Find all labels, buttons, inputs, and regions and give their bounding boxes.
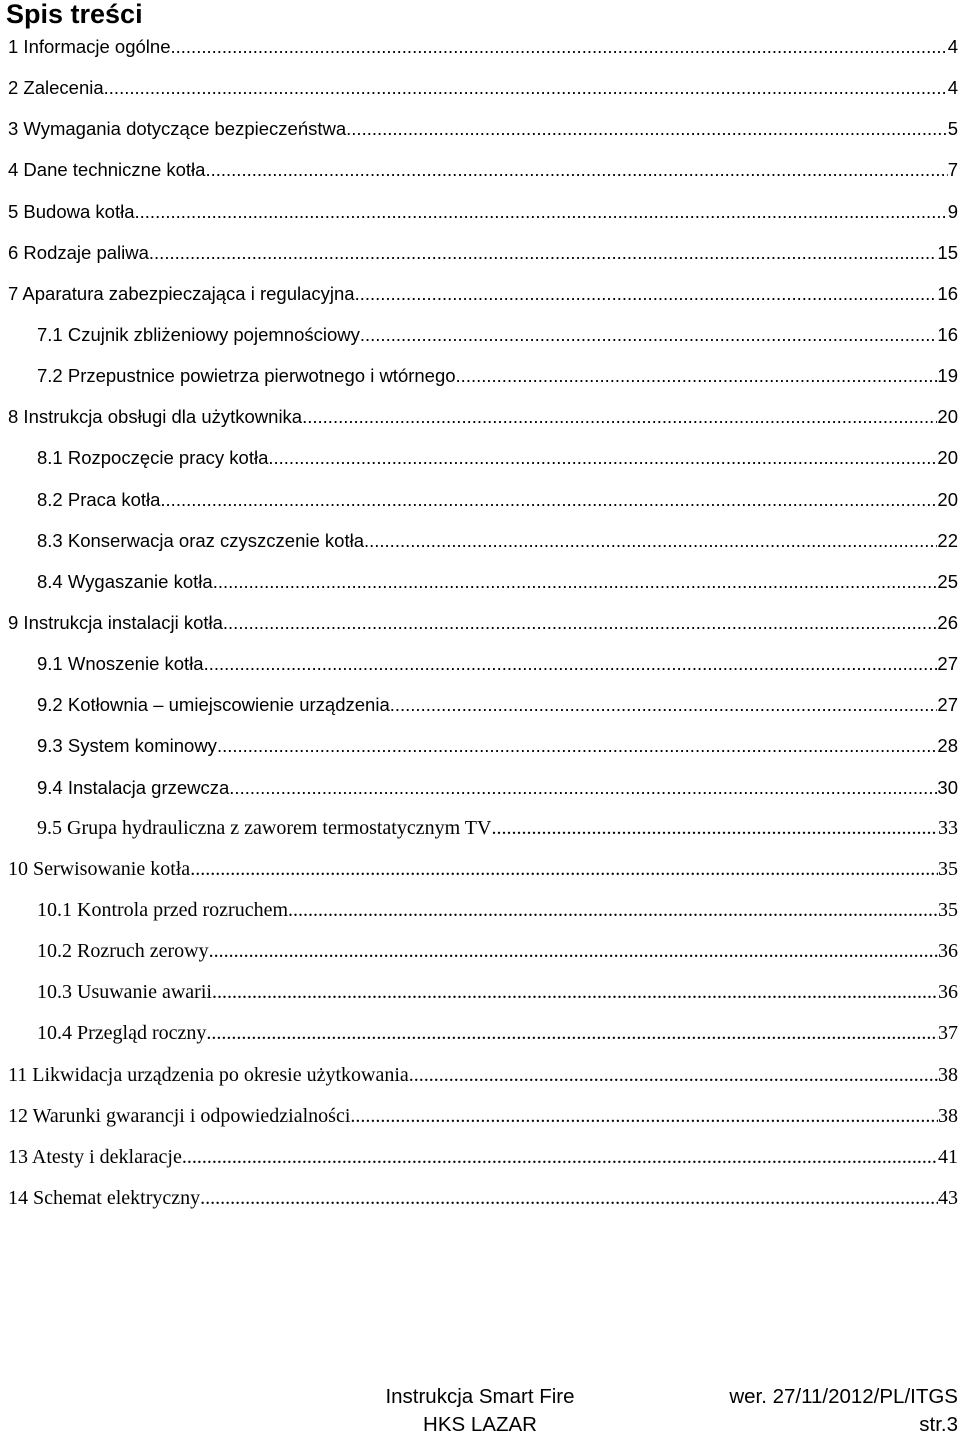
- toc-entry-title: 7.1 Czujnik zbliżeniowy pojemnościowy: [37, 323, 360, 345]
- toc-entry[interactable]: [0, 232, 960, 273]
- toc-entry-page-number: 38: [938, 1104, 958, 1127]
- toc-dot-leader: [182, 1137, 938, 1178]
- toc-entry[interactable]: [0, 725, 960, 766]
- toc-entry-title: 11 Likwidacja urządzenia po okresie użytkowania: [8, 1063, 409, 1086]
- toc-entry-page-number: 41: [938, 1145, 958, 1168]
- toc-dot-leader: [346, 108, 948, 149]
- toc-entry[interactable]: [0, 108, 960, 149]
- toc-entry-page-number: 19: [937, 365, 958, 387]
- toc-entry[interactable]: [0, 890, 960, 931]
- toc-entry-page-number: 15: [937, 241, 958, 263]
- toc-entry-title: 9.5 Grupa hydrauliczna z zaworem termostatycznym TV: [37, 816, 492, 839]
- toc-entry-page-number: 5: [947, 118, 958, 140]
- toc-dot-leader: [212, 972, 938, 1013]
- footer-document-info: [380, 1383, 580, 1439]
- toc-dot-leader: [409, 1055, 938, 1096]
- toc-entry-title: 7.2 Przepustnice powietrza pierwotnego i wtórnego: [37, 365, 456, 387]
- footer-document-title: Instrukcja Smart Fire: [385, 1385, 575, 1408]
- toc-entry-title: 10.4 Przegląd roczny: [37, 1022, 207, 1045]
- footer-page-number: str.3: [919, 1413, 958, 1436]
- toc-entry-page-number: 28: [937, 735, 958, 757]
- toc-dot-leader: [190, 849, 938, 890]
- toc-entry[interactable]: [0, 191, 960, 232]
- toc-entry[interactable]: [0, 314, 960, 355]
- toc-entry[interactable]: [0, 643, 960, 684]
- toc-entry-page-number: 33: [938, 816, 958, 839]
- page-footer: [0, 1383, 960, 1436]
- toc-entry[interactable]: [0, 684, 960, 725]
- toc-entry[interactable]: [0, 26, 960, 67]
- toc-entry-title: 9 Instrukcja instalacji kotła: [8, 611, 223, 633]
- toc-entry-title: 4 Dane techniczne kotła: [8, 159, 206, 181]
- toc-entry-page-number: 7: [947, 159, 958, 181]
- toc-entry-page-number: 20: [937, 447, 958, 469]
- toc-dot-leader: [302, 396, 937, 437]
- toc-entry-title: 8 Instrukcja obsługi dla użytkownika: [8, 406, 303, 428]
- toc-entry[interactable]: [0, 67, 960, 108]
- toc-entry-page-number: 25: [937, 570, 958, 592]
- toc-entry-title: 9.2 Kotłownia – umiejscowienie urządzenia: [37, 694, 390, 716]
- toc-entry[interactable]: [0, 1013, 960, 1054]
- toc-entry-page-number: 36: [938, 981, 958, 1004]
- toc-dot-leader: [217, 725, 937, 766]
- toc-entry[interactable]: [0, 149, 960, 190]
- toc-dot-leader: [205, 149, 947, 190]
- toc-dot-leader: [200, 1178, 938, 1219]
- toc-entry[interactable]: [0, 1178, 960, 1219]
- toc-entry[interactable]: [0, 972, 960, 1013]
- toc-entry-page-number: 35: [938, 857, 958, 880]
- toc-dot-leader: [206, 1013, 938, 1054]
- toc-entry-title: 2 Zalecenia: [8, 77, 104, 99]
- toc-entry-page-number: 38: [938, 1063, 958, 1086]
- toc-entry-page-number: 35: [938, 898, 958, 921]
- toc-dot-leader: [160, 479, 937, 520]
- toc-entry-page-number: 16: [937, 323, 958, 345]
- toc-entry-page-number: 37: [938, 1022, 958, 1045]
- toc-entry[interactable]: [0, 561, 960, 602]
- footer-version: wer. 27/11/2012/PL/ITGS: [729, 1385, 958, 1408]
- toc-entry-title: 6 Rodzaje paliwa: [8, 241, 149, 263]
- toc-entry-page-number: 22: [937, 529, 958, 551]
- toc-entry-page-number: 4: [947, 77, 958, 99]
- toc-entry-title: 14 Schemat elektryczny: [8, 1186, 201, 1209]
- toc-dot-leader: [204, 643, 938, 684]
- toc-entry[interactable]: [0, 396, 960, 437]
- toc-entry-page-number: 27: [937, 653, 958, 675]
- toc-dot-leader: [268, 437, 937, 478]
- toc-entry-title: 3 Wymagania dotyczące bezpieczeństwa: [8, 118, 347, 140]
- toc-entry[interactable]: [0, 808, 960, 849]
- toc-entry-page-number: 20: [937, 406, 958, 428]
- toc-entry-title: 13 Atesty i deklaracje: [8, 1145, 182, 1168]
- toc-entry-page-number: 43: [938, 1186, 958, 1209]
- toc-dot-leader: [171, 26, 948, 67]
- toc-entry[interactable]: [0, 437, 960, 478]
- table-of-contents: [0, 26, 960, 1219]
- toc-entry-title: 9.4 Instalacja grzewcza: [37, 776, 230, 798]
- toc-entry-page-number: 4: [947, 36, 958, 57]
- toc-entry-page-number: 20: [937, 488, 958, 510]
- toc-entry-title: 10.2 Rozruch zerowy: [37, 940, 209, 963]
- footer-version-info: [698, 1383, 958, 1439]
- toc-entry-title: 8.4 Wygaszanie kotła: [37, 570, 213, 592]
- toc-dot-leader: [390, 684, 938, 725]
- toc-dot-leader: [355, 273, 938, 314]
- toc-entry-title: 10 Serwisowanie kotła: [8, 857, 191, 880]
- toc-dot-leader: [491, 808, 938, 849]
- toc-dot-leader: [223, 602, 938, 643]
- toc-dot-leader: [149, 232, 938, 273]
- toc-entry-page-number: 16: [937, 282, 958, 304]
- toc-entry-page-number: 26: [937, 611, 958, 633]
- toc-dot-leader: [104, 67, 948, 108]
- footer-company: HKS LAZAR: [423, 1413, 537, 1436]
- toc-entry[interactable]: [0, 355, 960, 396]
- toc-entry[interactable]: [0, 602, 960, 643]
- toc-entry-title: 1 Informacje ogólne: [8, 36, 171, 57]
- toc-entry-page-number: 27: [937, 694, 958, 716]
- toc-entry-title: 5 Budowa kotła: [8, 200, 135, 222]
- page-title: Spis treści: [6, 0, 143, 29]
- toc-dot-leader: [229, 767, 937, 808]
- toc-dot-leader: [350, 1096, 938, 1137]
- toc-entry-title: 10.1 Kontrola przed rozruchem: [37, 898, 289, 921]
- toc-entry[interactable]: [0, 849, 960, 890]
- toc-dot-leader: [288, 890, 938, 931]
- toc-entry-page-number: 36: [938, 940, 958, 963]
- toc-entry-title: 10.3 Usuwanie awarii: [37, 981, 212, 1004]
- toc-entry-title: 12 Warunki gwarancji i odpowiedzialności: [8, 1104, 351, 1127]
- toc-dot-leader: [364, 520, 937, 561]
- toc-entry-page-number: 9: [947, 200, 958, 222]
- toc-entry[interactable]: [0, 767, 960, 808]
- toc-entry[interactable]: [0, 1055, 960, 1096]
- toc-dot-leader: [213, 561, 938, 602]
- toc-entry-title: 8.2 Praca kotła: [37, 488, 161, 510]
- toc-entry[interactable]: [0, 1137, 960, 1178]
- toc-entry[interactable]: [0, 931, 960, 972]
- toc-entry[interactable]: [0, 1096, 960, 1137]
- toc-entry-title: 9.3 System kominowy: [37, 735, 217, 757]
- toc-dot-leader: [135, 191, 948, 232]
- toc-entry-page-number: 30: [937, 776, 958, 798]
- toc-dot-leader: [209, 931, 938, 972]
- toc-entry-title: 7 Aparatura zabezpieczająca i regulacyjna: [8, 282, 355, 304]
- toc-dot-leader: [360, 314, 938, 355]
- toc-entry-title: 9.1 Wnoszenie kotła: [37, 653, 204, 675]
- toc-entry[interactable]: [0, 520, 960, 561]
- toc-entry[interactable]: [0, 479, 960, 520]
- toc-dot-leader: [456, 355, 938, 396]
- toc-entry-title: 8.3 Konserwacja oraz czyszczenie kotła: [37, 529, 364, 551]
- toc-entry[interactable]: [0, 273, 960, 314]
- toc-entry-title: 8.1 Rozpoczęcie pracy kotła: [37, 447, 269, 469]
